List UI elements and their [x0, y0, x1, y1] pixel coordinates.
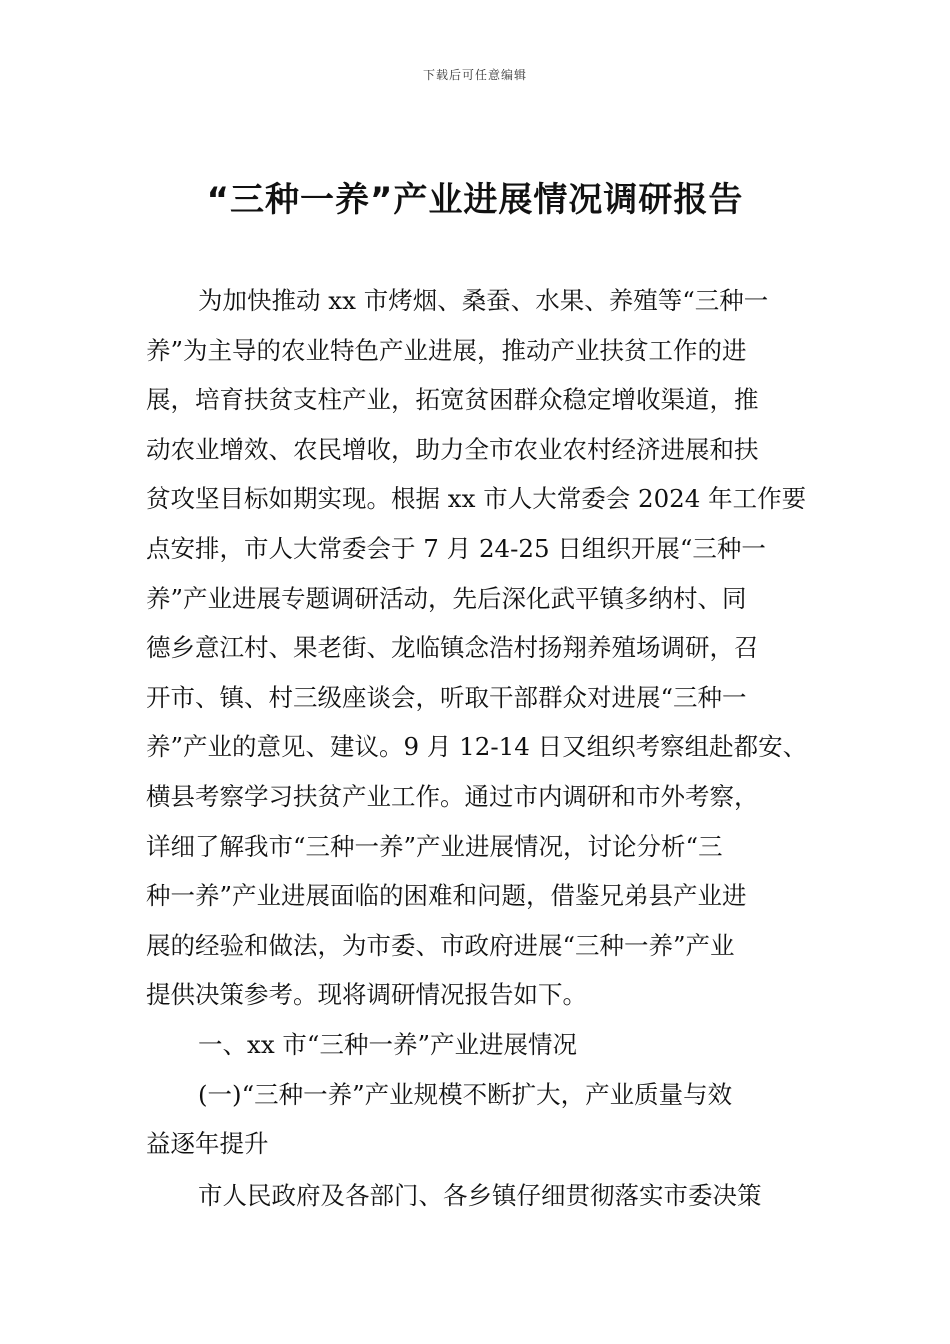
paragraph-2-line-1: 市人民政府及各部门、各乡镇仔细贯彻落实市委决策: [198, 1180, 762, 1210]
paragraph-1-line-9: 开市、镇、村三级座谈会，听取干部群众对进展“三种一: [146, 682, 747, 712]
document-title: “三种一养”产业进展情况调研报告: [206, 180, 744, 220]
paragraph-1-line-3: 展，培育扶贫支柱产业，拓宽贫困群众稳定增收渠道，推: [146, 385, 759, 415]
paragraph-1-line-12: 详细了解我市“三种一养”产业进展情况，讨论分析“三: [146, 831, 723, 861]
paragraph-1-line-15: 提供决策参考。现将调研情况报告如下。: [146, 980, 587, 1010]
subsection-heading-1-line-2: 益逐年提升: [146, 1129, 269, 1159]
subsection-heading-1-line-1: (一)“三种一养”产业规模不断扩大，产业质量与效: [198, 1079, 733, 1109]
document-body: [146, 276, 818, 1220]
header-note: 下载后可任意编辑: [422, 68, 527, 82]
paragraph-1-line-2: 养”为主导的农业特色产业进展，推动产业扶贫工作的进: [146, 335, 747, 365]
paragraph-1-line-10: 养”产业的意见、建议。9 月 12-14 日又组织考察组赴都安、: [146, 732, 808, 762]
paragraph-1-line-8: 德乡意江村、果老街、龙临镇念浩村扬翔养殖场调研，召: [146, 633, 759, 663]
paragraph-1-line-4: 动农业增效、农民增收，助力全市农业农村经济进展和扶: [146, 434, 759, 464]
section-heading-1: 一、xx 市“三种一养”产业进展情况: [198, 1029, 577, 1059]
paragraph-1-line-1: 为加快推动 xx 市烤烟、桑蚕、水果、养殖等“三种一: [198, 286, 769, 315]
paragraph-1-line-5: 贫攻坚目标如期实现。根据 xx 市人大常委会 2024 年工作要: [146, 484, 807, 514]
paragraph-1-line-6: 点安排，市人大常委会于 7 月 24-25 日组织开展“三种一: [146, 533, 766, 563]
paragraph-1-line-13: 种一养”产业进展面临的困难和问题，借鉴兄弟县产业进: [146, 881, 747, 911]
paragraph-1-line-14: 展的经验和做法，为市委、市政府进展“三种一养”产业: [146, 930, 735, 960]
paragraph-1-line-7: 养”产业进展专题调研活动，先后深化武平镇多纳村、同: [146, 583, 747, 613]
paragraph-1-line-11: 横县考察学习扶贫产业工作。通过市内调研和市外考察，: [146, 781, 759, 811]
